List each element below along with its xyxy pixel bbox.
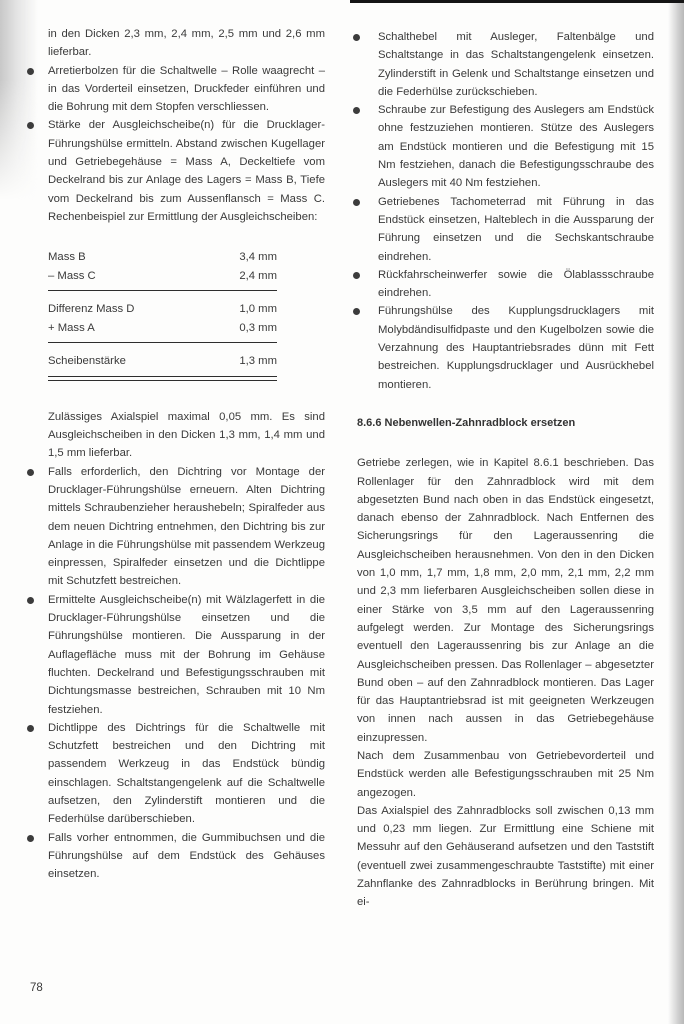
bullet-icon: [353, 199, 360, 206]
page-edge-shadow-right: [668, 0, 684, 1024]
bullet-icon: [27, 597, 34, 604]
calc-row-result: Scheibenstärke 1,3 mm: [48, 355, 277, 368]
bullet-icon: [353, 107, 360, 114]
calc-row: Mass B 3,4 mm: [48, 251, 277, 264]
right-column: [357, 28, 654, 912]
calc-double-underline: [48, 376, 277, 381]
calc-row: – Mass C 2,4 mm: [48, 269, 277, 282]
body-paragraph: Getriebe zerlegen, wie in Kapitel 8.6.1 beschrieben. Das Rollenlager für den Zahnradblock wird mit dem abgesetzten Bund nach oben in das Endstück eingesetzt, danach ebenso der Zahnradblock. Nach Entfernen des Sicherungsrings für den Lageraussenring die Ausgleichscheiben herausnehmen. Von den in den Dicken von 1,0 mm, 1,7 mm, 1,8 mm, 2,0 mm, 2,1 mm, 2,2 mm und 2,3 mm lieferbaren Ausgleichscheiben sollen diese in einer Stärke von 3,5 mm auf den Lageraussenring aufgelegt werden. Zur Montage des Sicherungsrings eventuell den Lageraussenring bis zur Anlage an die Ausgleichscheiben pressen. Das Rollenlager – abgesetzter Bund oben – auf den Zahnradblock montieren. Das Lager für das Hauptantriebsrad ist mit geeigneten Werkzeugen von innen nach aussen in das Getriebegehäuse einzupressen.: [357, 457, 654, 744]
list-item: Dichtlippe des Dichtrings für die Schaltwelle mit Schutzfett bestreichen und den Dichtring mit passendem Werkzeug in das Endstück bündig einschlagen. Schaltstangengelenk auf die Schaltwelle aufsetzen, den Zylinderstift montieren und die Federhülse darüberschieben.: [48, 719, 325, 829]
list-item: Ermittelte Ausgleichscheibe(n) mit Wälzlagerfett in die Drucklager-Führungshülse einsetzen und die Führungshülse montieren. Die Aussparung in der Auflagefläche muss mit der Bohrung im Gehäuse fluchten. Deckelrand und Befestigungsschrauben mit Dichtungsmasse bestreichen, Schrauben mit 10 Nm festziehen.: [48, 591, 325, 719]
top-rule: [350, 0, 684, 3]
axial-play-text: Zulässiges Axialspiel maximal 0,05 mm. Es sind Ausgleichscheiben in den Dicken 1,3 mm, 1,4 mm und 1,5 mm lieferbar.: [48, 410, 325, 460]
bullet-icon: [353, 308, 360, 315]
list-item: Schalthebel mit Ausleger, Faltenbälge und Schaltstange in das Schaltstangengelenk einsetzen. Zylinderstift in Gelenk und Schaltstange einsetzen und die Federhülse zurückschieben.: [378, 28, 654, 101]
list-item: Stärke der Ausgleichscheibe(n) für die Drucklager-Führungshülse ermitteln. Abstand zwischen Kugellager und Getriebegehäuse = Mass A, Deckeltiefe vom Deckelrand bis zur Anlage des Lagers = Mass B, Tiefe vom Deckelrand bis zum Aussenflansch = Mass C. Rechenbeispiel zur Ermittlung der Ausgleichscheiben:: [48, 116, 325, 226]
list-item: Falls erforderlich, den Dichtring vor Montage der Drucklager-Führungshülse erneuern. Alten Dichtring mittels Schraubenzieher heraushebeln; Spiralfeder aus dem neuen Dichtring entnehmen, den Dichtring bis zur Anlage in die Führungshülse mit passendem Werkzeug einpressen, Spiralfeder einsetzen und die Dichtlippe mit Schutzfett bestreichen.: [48, 463, 325, 591]
list-item: Rückfahrscheinwerfer sowie die Ölablassschraube eindrehen.: [378, 266, 654, 303]
bullet-icon: [27, 68, 34, 75]
list-item: Falls vorher entnommen, die Gummibuchsen und die Führungshülse auf dem Endstück des Gehäuses einsetzen.: [48, 829, 325, 884]
calc-row: Differenz Mass D 1,0 mm: [48, 303, 277, 316]
calc-divider: [48, 290, 277, 291]
list-item: Führungshülse des Kupplungsdrucklagers mit Molybdändisulfidpaste und den Kugelbolzen sowie die Verzahnung des Hauptantriebsrades dünn mit Fett bestreichen. Kupplungsdrucklager und Ausrückhebel montieren.: [378, 302, 654, 393]
list-item: Getriebenes Tachometerrad mit Führung in das Endstück einsetzen, Halteblech in die Aussparung der Führung einsetzen und die Sechskantschraube eindrehen.: [378, 193, 654, 266]
body-paragraph: Nach dem Zusammenbau von Getriebevorderteil und Endstück werden alle Befestigungsschrauben mit 25 Nm angezogen.: [357, 749, 654, 799]
bullet-icon: [353, 272, 360, 279]
bullet-icon: [353, 34, 360, 41]
calc-row: + Mass A 0,3 mm: [48, 321, 277, 334]
bullet-icon: [27, 725, 34, 732]
intro-text: in den Dicken 2,3 mm, 2,4 mm, 2,5 mm und 2,6 mm lieferbar.: [48, 28, 325, 59]
calculation-example: [48, 248, 277, 381]
section-heading: 8.6.6 Nebenwellen-Zahnradblock ersetzen: [357, 416, 576, 429]
body-paragraph: Das Axialspiel des Zahnradblocks soll zwischen 0,13 mm und 0,23 mm liegen. Zur Ermittlung eine Schiene mit Messuhr auf den Gehäuserand aufsetzen und den Taststift (eventuell zwei zusammengeschraubte Taststifte) mit einer Zahnflanke des Zahnradblocks in Berührung bringen. Mit ei-: [357, 804, 654, 909]
list-item: Arretierbolzen für die Schaltwelle – Rolle waagrecht – in das Vorderteil einsetzen, Druckfeder einführen und die Bohrung mit dem Stopfen verschliessen.: [48, 62, 325, 117]
calc-divider: [48, 342, 277, 343]
bullet-icon: [27, 835, 34, 842]
page-binding-shadow-left: [0, 0, 38, 200]
page-number: 78: [30, 982, 43, 994]
left-column: [48, 25, 325, 883]
list-item: Schraube zur Befestigung des Auslegers am Endstück ohne festzuziehen montieren. Stütze des Auslegers am Endstück montieren und die Befestigung mit 15 Nm festziehen, danach die Befestigungsschraube des Auslegers mit 40 Nm festziehen.: [378, 101, 654, 192]
bullet-icon: [27, 469, 34, 476]
